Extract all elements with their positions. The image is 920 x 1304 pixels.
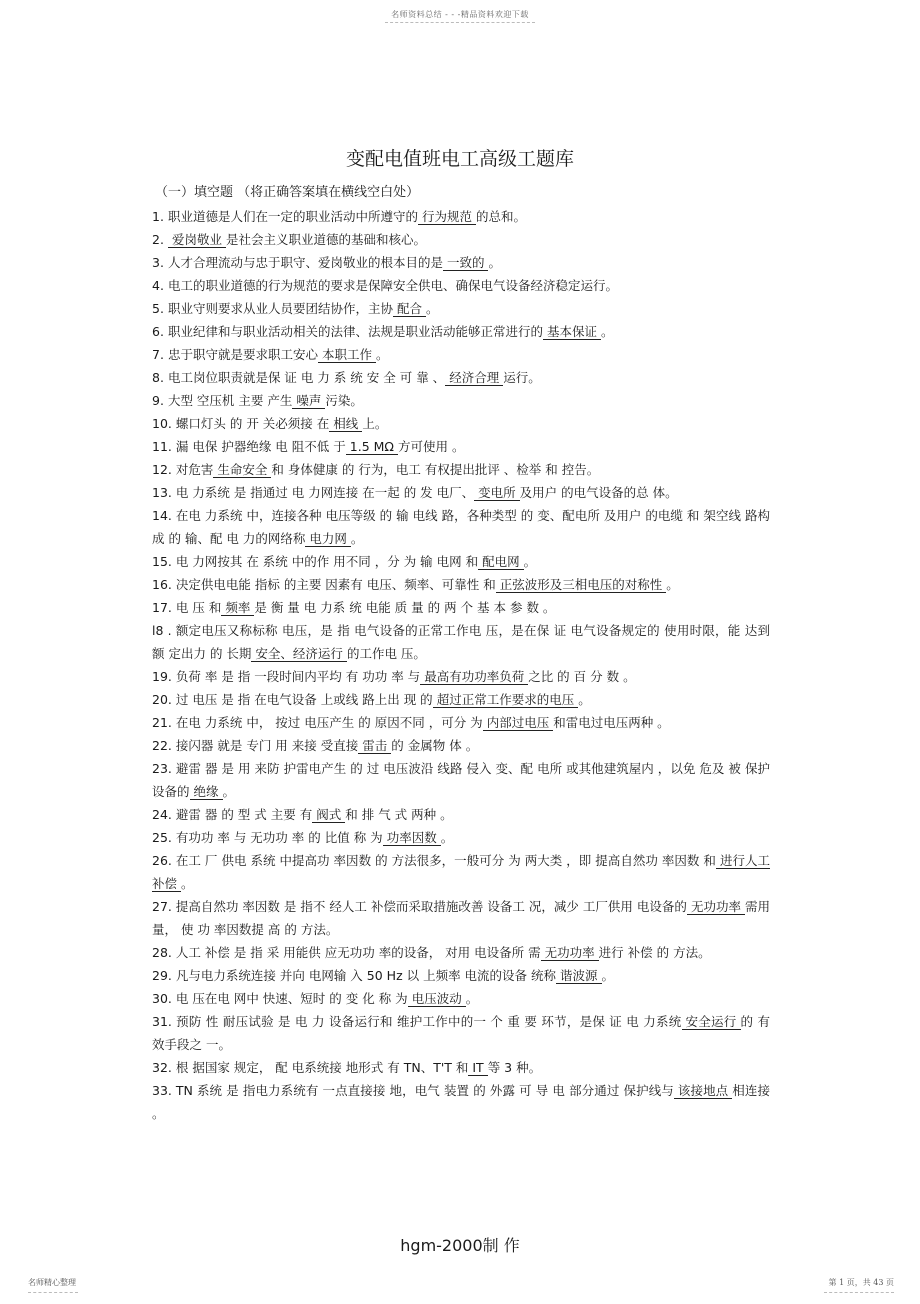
question-text: 在电 力系统 中， 按过 电压产生 的 原因不同 ，可分 为: [175, 715, 483, 730]
question-text: 在电 力系统 中，连接各种 电压等级 的 输 电线 路，各种类型 的 变、配电所 及用户 的电缆 和 架空线 路构成 的 输、配 电 力的网络称: [152, 508, 770, 546]
question-number: 5.: [152, 301, 164, 316]
answer-blank: 电压波动: [408, 991, 466, 1007]
answer-blank: 爱岗敬业: [168, 232, 226, 248]
footer-maker: hgm-2000制 作: [400, 1236, 520, 1255]
page-header-text: 名师资料总结 - - -精品资料欢迎下载: [391, 10, 529, 19]
question-text-tail: 污染。: [325, 393, 363, 408]
question-text-tail: 的工作电 压。: [346, 646, 426, 661]
question-item: [152, 504, 770, 550]
answer-blank: 生命安全: [213, 462, 271, 478]
question-item: [152, 1056, 770, 1079]
question-item: [152, 895, 770, 941]
question-number: 1.: [152, 209, 164, 224]
question-number: 15.: [152, 554, 172, 569]
question-item: [152, 1079, 770, 1125]
question-text-tail: 上。: [362, 416, 388, 431]
question-text: 根 据国家 规定， 配 电系统接 地形式 有 TN、T'T 和: [175, 1060, 469, 1075]
question-text: 提高自然功 率因数 是 指不 经人工 补偿而采取措施改善 设备工 况，减少 工厂供用 电设备的: [175, 899, 687, 914]
question-text-tail: 等 3 种。: [487, 1060, 542, 1075]
question-text: 漏 电保 护器绝缘 电 阻不低 于: [175, 439, 346, 454]
question-item: [152, 389, 770, 412]
question-number: 2.: [152, 232, 164, 247]
question-number: 6.: [152, 324, 164, 339]
question-number: 23.: [152, 761, 172, 776]
question-number: 11.: [152, 439, 172, 454]
answer-blank: 无功功率: [541, 945, 599, 961]
question-item: [152, 228, 770, 251]
question-text-tail: 相连接 。: [152, 1083, 770, 1121]
question-text-tail: 需用量， 使 功 率因数提 高 的 方法。: [152, 899, 770, 937]
question-item: [152, 665, 770, 688]
question-number: 32.: [152, 1060, 172, 1075]
question-text: 接闪器 就是 专门 用 来接 受直接: [175, 738, 359, 753]
question-text: 负荷 率 是 指 一段时间内平均 有 功功 率 与: [175, 669, 421, 684]
question-item: [152, 435, 770, 458]
answer-blank: 阀式: [312, 807, 345, 823]
question-number: 27.: [152, 899, 172, 914]
question-item: [152, 251, 770, 274]
question-item: [152, 481, 770, 504]
answer-blank: 正弦波形及三相电压的对称性: [496, 577, 667, 593]
answer-blank: 电力网: [305, 531, 351, 547]
question-text: 过 电压 是 指 在电气设备 上或线 路上出 现 的: [175, 692, 433, 707]
question-text-tail: 。: [488, 255, 501, 270]
answer-blank: 雷击: [358, 738, 391, 754]
footer-divider-right: [824, 1292, 894, 1293]
question-number: 24.: [152, 807, 172, 822]
question-text: TN 系统 是 指电力系统有 一点直接接 地，电气 装置 的 外露 可 导 电 部分通过 保护线与: [175, 1083, 674, 1098]
answer-blank: 进行人工补偿: [152, 853, 770, 891]
question-number: 14.: [152, 508, 172, 523]
question-item: [152, 1010, 770, 1056]
question-item: [152, 274, 770, 297]
question-text: 电 压 和: [175, 600, 222, 615]
answer-blank: 经济合理: [445, 370, 503, 386]
answer-blank: 相线: [329, 416, 362, 432]
question-item: [152, 297, 770, 320]
question-item: [152, 849, 770, 895]
answer-blank: 一致的: [443, 255, 489, 271]
question-number: 20.: [152, 692, 172, 707]
question-item: [152, 458, 770, 481]
question-number: 4.: [152, 278, 164, 293]
question-item: [152, 757, 770, 803]
question-number: 31.: [152, 1014, 172, 1029]
question-text: 忠于职守就是要求职工安心: [167, 347, 318, 362]
question-text: 凡与电力系统连接 并向 电网输 入 50 Hz 以 上频率 电流的设备 统称: [175, 968, 557, 983]
question-text-tail: 。: [375, 347, 389, 362]
question-item: [152, 550, 770, 573]
header-divider: [385, 22, 535, 23]
question-number: 21.: [152, 715, 172, 730]
answer-blank: 配合: [393, 301, 426, 317]
question-text-tail: 。: [523, 554, 537, 569]
question-item: [152, 412, 770, 435]
answer-blank: 最高有功功率负荷: [420, 669, 528, 685]
answer-blank: 变电所: [474, 485, 520, 501]
question-text: 大型 空压机 主要 产生: [167, 393, 293, 408]
question-number: 28.: [152, 945, 172, 960]
document-title: 变配电值班电工高级工题库: [345, 148, 574, 170]
question-text-tail: 。: [465, 991, 479, 1006]
question-number: 3.: [152, 255, 164, 270]
question-text: 避雷 器 的 型 式 主要 有: [175, 807, 313, 822]
question-text-tail: 之比 的 百 分 数 。: [528, 669, 636, 684]
question-text-tail: 和 身体健康 的 行为，电工 有权提出批评 、检举 和 控告。: [271, 462, 600, 477]
question-text: 决定供电电能 指标 的主要 因素有 电压、频率、可靠性 和: [175, 577, 496, 592]
question-number: l8 .: [152, 623, 172, 638]
question-text-tail: 的总和。: [475, 209, 526, 224]
answer-blank: 功率因数: [383, 830, 441, 846]
question-item: [152, 343, 770, 366]
question-item: [152, 688, 770, 711]
answer-blank: 本职工作: [318, 347, 376, 363]
question-item: [152, 711, 770, 734]
question-text-tail: 和 排 气 式 两种 。: [345, 807, 453, 822]
question-text-tail: 。: [181, 876, 194, 891]
question-text: 避雷 器 是 用 来防 护雷电产生 的 过 电压波沿 线路 侵入 变、配 电所 或其他建筑屋内 ，以免 危及 被 保护设备的: [152, 761, 770, 799]
question-list: [152, 205, 770, 1125]
question-text: 螺口灯头 的 开 关必须接 在: [175, 416, 330, 431]
answer-blank: 配电网: [478, 554, 524, 570]
question-text-tail: 。: [578, 692, 591, 707]
question-text: 预防 性 耐压试验 是 电 力 设备运行和 维护工作中的一 个 重 要 环节，是保 证 电 力系统: [175, 1014, 682, 1029]
question-text: 电 力网按其 在 系统 中的作 用不同 ，分 为 输 电网 和: [175, 554, 479, 569]
question-number: 9.: [152, 393, 164, 408]
answer-blank: 1.5 MΩ: [346, 439, 398, 455]
answer-blank: 行为规范: [418, 209, 476, 225]
question-item: [152, 205, 770, 228]
question-text-tail: 方可使用 。: [397, 439, 465, 454]
answer-blank: 谐波源: [556, 968, 602, 984]
footer-left-note: 名师精心整理: [28, 1278, 76, 1287]
answer-blank: IT: [468, 1060, 487, 1076]
answer-blank: 内部过电压: [483, 715, 554, 731]
question-item: [152, 734, 770, 757]
question-text-tail: 是社会主义职业道德的基础和核心。: [225, 232, 426, 247]
question-number: 17.: [152, 600, 172, 615]
question-text: 在工 厂 供电 系统 中提高功 率因数 的 方法很多，一般可分 为 两大类 ，即 提高自然功 率因数 和: [175, 853, 716, 868]
answer-blank: 超过正常工作要求的电压: [433, 692, 579, 708]
question-text: 对危害: [175, 462, 214, 477]
question-item: [152, 964, 770, 987]
question-item: [152, 573, 770, 596]
question-number: 16.: [152, 577, 172, 592]
question-number: 29.: [152, 968, 172, 983]
question-number: 25.: [152, 830, 172, 845]
question-number: 12.: [152, 462, 172, 477]
question-text-tail: 运行。: [503, 370, 541, 385]
section-heading: （一）填空题 （将正确答案填在横线空白处）: [155, 185, 420, 200]
question-number: 26.: [152, 853, 172, 868]
question-text-tail: 和雷电过电压两种 。: [553, 715, 670, 730]
question-number: 19.: [152, 669, 172, 684]
question-text-tail: 。: [601, 968, 615, 983]
answer-blank: 噪声: [292, 393, 325, 409]
question-text: 职业守则要求从业人员要团结协作，主协: [167, 301, 393, 316]
question-number: 30.: [152, 991, 172, 1006]
question-item: [152, 366, 770, 389]
question-text-tail: 。: [440, 830, 454, 845]
footer-divider-left: [28, 1292, 78, 1293]
answer-blank: 安全、经济运行: [251, 646, 347, 662]
question-item: [152, 826, 770, 849]
question-text-tail: 。: [222, 784, 236, 799]
question-number: 33.: [152, 1083, 172, 1098]
answer-blank: 绝缘: [190, 784, 223, 800]
question-number: 22.: [152, 738, 172, 753]
answer-blank: 频率: [221, 600, 254, 616]
question-text: 人工 补偿 是 指 采 用能供 应无功功 率的设备， 对用 电设备所 需: [175, 945, 541, 960]
question-text: 职业道德是人们在一定的职业活动中所遵守的: [167, 209, 418, 224]
question-text-tail: 。: [666, 577, 679, 592]
answer-blank: 无功功率: [687, 899, 745, 915]
question-text-tail: 。: [350, 531, 364, 546]
question-number: 13.: [152, 485, 172, 500]
question-text-tail: 。: [425, 301, 439, 316]
question-text-tail: 进行 补偿 的 方法。: [598, 945, 711, 960]
question-text: 人才合理流动与忠于职守、爱岗敬业的根本目的是: [167, 255, 443, 270]
question-text: 电工的职业道德的行为规范的要求是保障安全供电、确保电气设备经济稳定运行。: [167, 278, 618, 293]
answer-blank: 该接地点: [674, 1083, 732, 1099]
answer-blank: 基本保证: [543, 324, 601, 340]
question-item: [152, 803, 770, 826]
question-item: [152, 941, 770, 964]
question-text-tail: 的 金属物 体 。: [391, 738, 479, 753]
question-text-tail: 的 有 效手段之 一。: [152, 1014, 770, 1052]
question-item: [152, 320, 770, 343]
question-number: 10.: [152, 416, 172, 431]
question-number: 7.: [152, 347, 164, 362]
question-number: 8.: [152, 370, 164, 385]
question-text-tail: 是 衡 量 电 力系 统 电能 质 量 的 两 个 基 本 参 数 。: [254, 600, 556, 615]
question-item: [152, 619, 770, 665]
question-text-tail: 及用户 的电气设备的总 体。: [519, 485, 678, 500]
question-text: 有功功 率 与 无功功 率 的 比值 称 为: [175, 830, 383, 845]
question-text-tail: 。: [600, 324, 614, 339]
question-text: 额定电压又称标称 电压，是 指 电气设备的正常工作电 压，是在保 证 电气设备规定的 使用时限，能 达到 额 定出力 的 长期: [152, 623, 771, 661]
question-text: 职业纪律和与职业活动相关的法律、法规是职业活动能够正常进行的: [167, 324, 543, 339]
question-text: 电 压在电 网中 快速、短时 的 变 化 称 为: [175, 991, 408, 1006]
question-text: 电工岗位职责就是保 证 电 力 系 统 安 全 可 靠 、: [167, 370, 446, 385]
question-text: 电 力系统 是 指通过 电 力网连接 在一起 的 发 电厂、: [175, 485, 475, 500]
question-item: [152, 596, 770, 619]
page-number: 第 1 页，共 43 页: [828, 1278, 894, 1287]
answer-blank: 安全运行: [682, 1014, 741, 1030]
question-item: [152, 987, 770, 1010]
